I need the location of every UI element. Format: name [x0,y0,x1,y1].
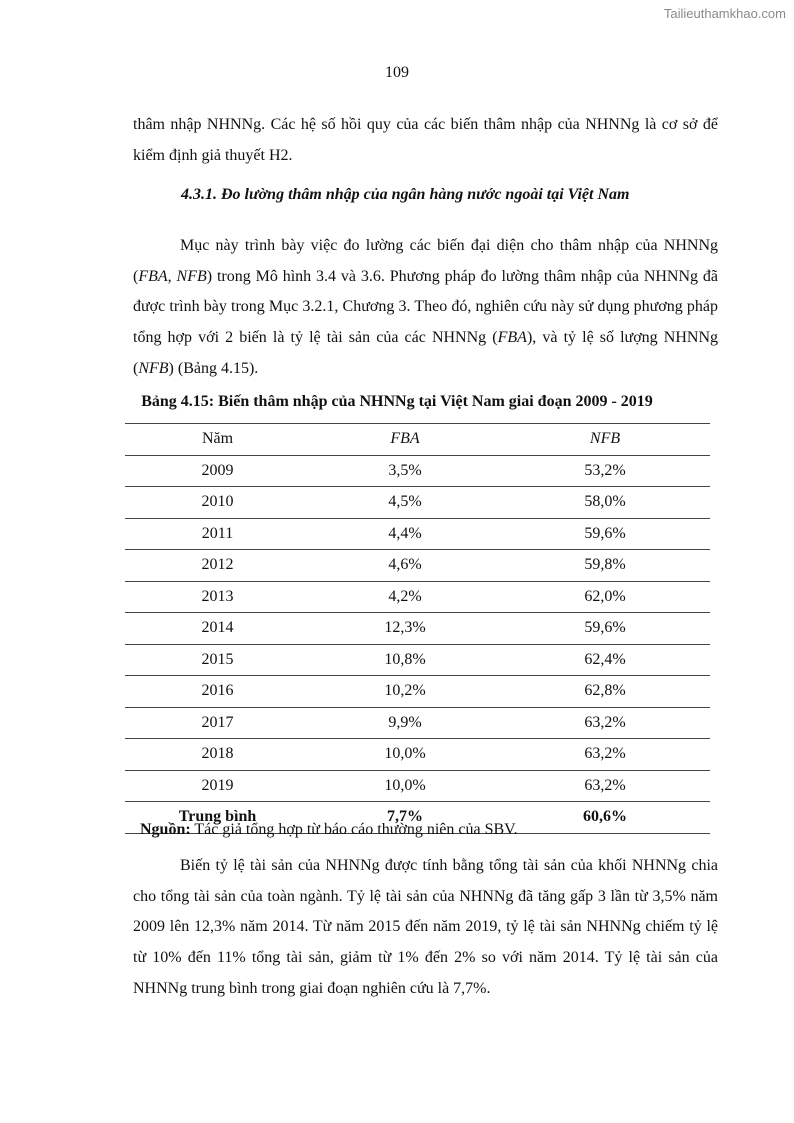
cell-year: 2017 [125,707,310,739]
cell-nfb: 63,2% [500,707,710,739]
paragraph-method-text-2: ) trong Mô hình 3.4 và 3.6. Phương pháp đo lường thâm nhập của NHNNg đã được trình bày trong Mục 3.2.1, Chương 3. Theo đó, nghiên cứu này sử dụng phương pháp tổng hợp với 2 biến là tỷ lệ tài sản của các NHNNg ( [133,267,719,347]
header-fba: FBA [310,424,500,456]
cell-fba: 10,0% [310,770,500,802]
source-label: Nguồn: [140,821,191,838]
table-row [125,613,710,645]
average-fba: 7,7% [310,802,500,834]
table-header-row [125,424,710,456]
table-source [140,821,518,839]
table-row [125,550,710,582]
cell-year: 2014 [125,613,310,645]
cell-fba: 9,9% [310,707,500,739]
penetration-table [125,423,710,834]
cell-fba: 10,0% [310,739,500,771]
cell-year: 2009 [125,455,310,487]
cell-nfb: 62,8% [500,676,710,708]
header-nfb: NFB [500,424,710,456]
cell-year: 2013 [125,581,310,613]
cell-nfb: 59,6% [500,613,710,645]
table-caption: Bảng 4.15: Biến thâm nhập của NHNNg tại Việt Nam giai đoạn 2009 - 2019 [141,393,653,410]
paragraph-method [133,231,718,385]
cell-nfb: 59,8% [500,550,710,582]
paragraph-method-text-4: ) (Bảng 4.15). [168,359,259,377]
variable-fba: FBA [497,329,527,347]
section-heading: 4.3.1. Đo lường thâm nhập của ngân hàng nước ngoài tại Việt Nam [181,186,630,203]
cell-year: 2016 [125,676,310,708]
source-text: Tác giả tổng hợp từ báo cáo thường niên của SBV. [190,821,518,838]
variable-fba-nfb: FBA, NFB [138,267,207,285]
table-body [125,455,710,833]
cell-year: 2010 [125,487,310,519]
cell-fba: 4,6% [310,550,500,582]
cell-fba: 4,5% [310,487,500,519]
cell-nfb: 62,0% [500,581,710,613]
table-row [125,487,710,519]
paragraph-method-text-3: ), và tỷ lệ số lượng NHNNg ( [133,329,718,377]
variable-nfb: NFB [138,359,169,377]
table-row [125,676,710,708]
cell-nfb: 59,6% [500,518,710,550]
cell-fba: 10,8% [310,644,500,676]
cell-nfb: 63,2% [500,739,710,771]
cell-fba: 4,2% [310,581,500,613]
cell-year: 2018 [125,739,310,771]
watermark: Tailieuthamkhao.com [663,6,786,21]
paragraph-analysis: Biến tỷ lệ tài sản của NHNNg được tính bằng tổng tài sản của khối NHNNg chia cho tổng tài sản của toàn ngành. Tỷ lệ tài sản của NHNNg đã tăng gấp 3 lần từ 3,5% năm 2009 lên 12,3% năm 2014. Từ năm 2015 đến năm 2019, tỷ lệ tài sản NHNNg chiếm tỷ lệ từ 10% đến 11% tổng tài sản, giảm từ 1% đến 2% so với năm 2014. Tỷ lệ tài sản của NHNNg trung bình trong giai đoạn nghiên cứu là 7,7%. [133,857,718,997]
cell-year: 2012 [125,550,310,582]
cell-year: 2019 [125,770,310,802]
average-nfb: 60,6% [500,802,710,834]
paragraph-intro: thâm nhập NHNNg. Các hệ số hồi quy của các biến thâm nhập của NHNNg là cơ sở để kiểm định giả thuyết H2. [133,116,718,164]
table-row [125,707,710,739]
cell-fba: 3,5% [310,455,500,487]
cell-nfb: 53,2% [500,455,710,487]
average-year: Trung bình [125,802,310,834]
cell-nfb: 62,4% [500,644,710,676]
table-row [125,455,710,487]
cell-year: 2011 [125,518,310,550]
cell-year: 2015 [125,644,310,676]
cell-fba: 10,2% [310,676,500,708]
table-row [125,518,710,550]
table-row [125,644,710,676]
table-row [125,770,710,802]
cell-fba: 12,3% [310,613,500,645]
page-number: 109 [385,64,409,81]
cell-nfb: 58,0% [500,487,710,519]
table-row [125,581,710,613]
paragraph-method-text-1: Mục này trình bày việc đo lường các biến đại diện cho thâm nhập của NHNNg ( [133,237,718,285]
table-row [125,739,710,771]
cell-fba: 4,4% [310,518,500,550]
cell-nfb: 63,2% [500,770,710,802]
header-year: Năm [125,424,310,456]
